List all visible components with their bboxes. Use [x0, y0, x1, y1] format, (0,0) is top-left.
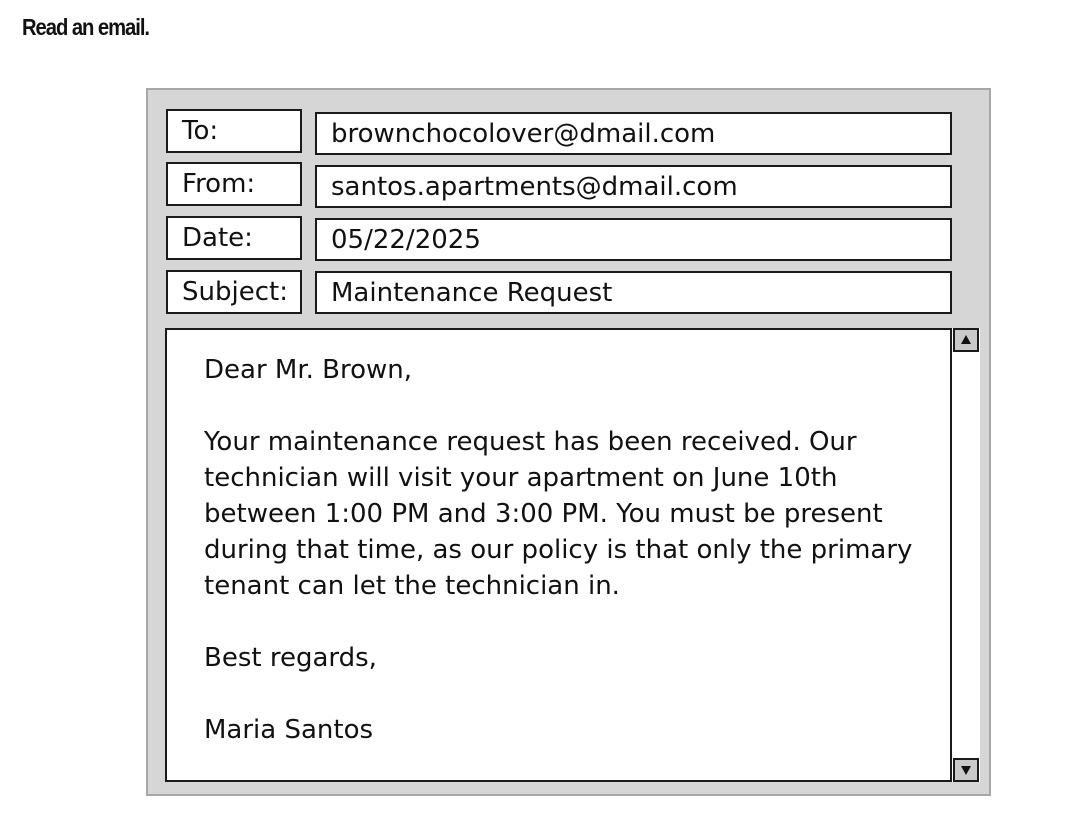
scroll-down-button[interactable] [953, 758, 979, 782]
to-field: brownchocolover@dmail.com [315, 112, 952, 155]
to-label: To: [166, 109, 302, 153]
scroll-up-button[interactable] [953, 328, 979, 352]
email-body-text [204, 352, 944, 748]
vertical-scrollbar[interactable] [950, 328, 980, 782]
date-label: Date: [166, 216, 302, 260]
from-field: santos.apartments@dmail.com [315, 165, 952, 208]
email-greeting: Dear Mr. Brown, [204, 355, 413, 385]
email-body[interactable] [165, 328, 980, 782]
subject-field: Maintenance Request [315, 271, 952, 314]
date-field: 05/22/2025 [315, 218, 952, 261]
email-closing: Best regards, [204, 643, 377, 673]
subject-label: Subject: [166, 270, 302, 314]
triangle-down-icon [960, 764, 972, 776]
email-paragraph: Your maintenance request has been received. Our technician will visit your apartment on June 10th between 1:00 PM and 3:00 PM. You must be present during that time, as our policy is that only the primary tenant can let the technician in. [204, 427, 913, 601]
from-label: From: [166, 162, 302, 206]
email-window [146, 88, 991, 796]
email-signature: Maria Santos [204, 715, 374, 745]
triangle-up-icon [960, 334, 972, 346]
instruction-title: Read an email. [22, 14, 149, 40]
